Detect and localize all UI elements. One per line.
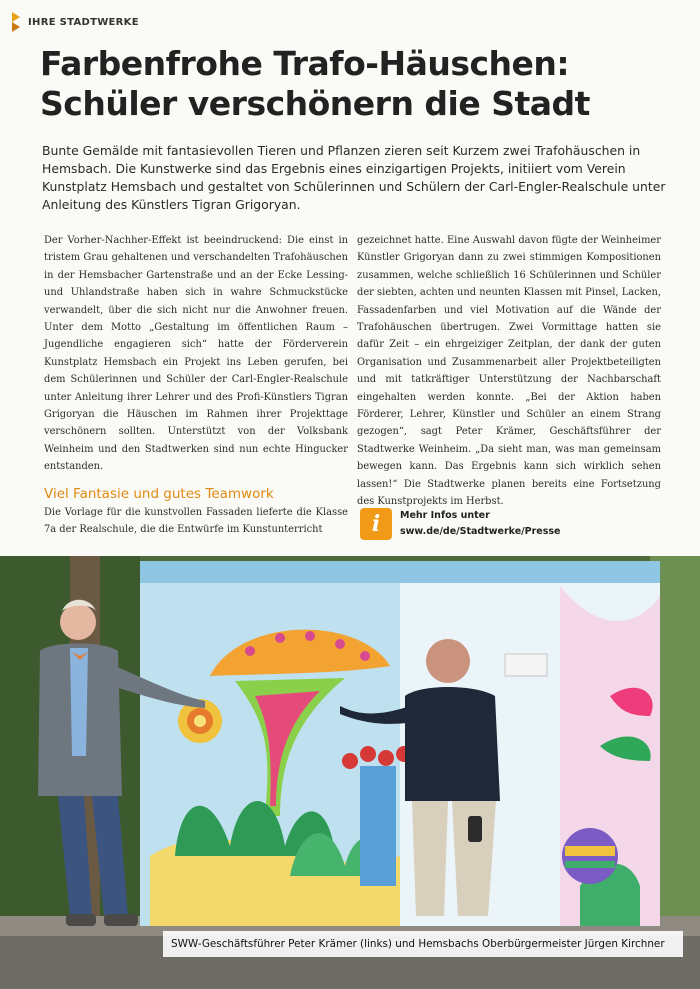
mushroom-dot (305, 631, 315, 641)
mushroom-dot (245, 646, 255, 656)
section-kicker (12, 12, 139, 32)
person-left-head (60, 604, 96, 640)
info-icon: i (360, 508, 392, 540)
person-right-leg (412, 801, 448, 916)
painted-stripe (565, 861, 615, 868)
person-left-shirt (70, 648, 88, 756)
body-column-left (44, 232, 348, 539)
person-left-shoe (104, 914, 138, 926)
painted-snail-center (194, 715, 206, 727)
article-headline (40, 44, 680, 124)
section-label: IHRE STADTWERKE (28, 16, 139, 28)
mushroom-dot (360, 651, 370, 661)
mushroom-dot (275, 633, 285, 643)
photo-illustration (0, 556, 700, 989)
body-column-right (357, 232, 661, 511)
trafo-roof (140, 561, 660, 583)
photo-caption: SWW-Geschäftsführer Peter Krämer (links) und Hemsbachs Oberbürgermeister Jürgen Kirchner (163, 931, 683, 957)
painted-blue-stalks (360, 766, 396, 886)
painted-berry (360, 746, 376, 762)
body-subhead: Viel Fantasie und gutes Teamwork (44, 485, 274, 502)
person-right-shirt (405, 687, 500, 801)
headline-line-2: Schüler verschönern die Stadt (40, 84, 590, 123)
painted-berry (342, 753, 358, 769)
article-lead: Bunte Gemälde mit fantasievollen Tieren und Pflanzen zieren seit Kurzem zwei Trafohäuschen in Hemsbach. Die Kunstwerke sind das Ergebnis eines einzigartigen Projekts, initiiert vom Verein Kunstplatz Hemsbach und gestaltet von Schülerinnen und Schülern der Carl-Engler-Realschule unter Anleitung des Künstlers Tigran Grigoryan. (42, 143, 666, 212)
body-paragraph: gezeichnet hatte. Eine Auswahl davon fügte der Weinheimer Künstler Grigoryan dann zu zwei stimmigen Kompositionen zusammen, welche schließlich 16 Schülerinnen und Schüler der siebten, achten und neunten Klassen mit Pinsel, Lacken, Fassadenfarben und viel Motivation auf die Wände der Trafohäuschen übertrugen. Zwei Vormittage hatten sie dafür Zeit – ein ehrgeiziger Zeitplan, der dank der guten Organisation und Zusammenarbeit aller Projektbeteiligten und mit tatkräftiger Unterstützung der Nachbarschaft eingehalten werden konnte. „Bei der Aktion haben Förderer, Lehrer, Künstler und Schüler an einem Strang gezogen“, sagt Peter Krämer, Geschäftsführer der Stadtwerke Weinheim. „Da sieht man, was man gemeinsam bewegen kann. Das Ergebnis kann sich wirklich sehen lassen!“ Die Stadtwerke planen bereits eine Fortsetzung des Kunstprojekts im Herbst. (357, 235, 661, 508)
info-box (360, 508, 561, 540)
body-paragraph: Die Vorlage für die kunstvollen Fassaden lieferte die Klasse 7a der Realschule, die die Entwürfe im Kunstunterricht (44, 506, 348, 536)
door-sign (505, 654, 547, 676)
info-text (400, 508, 561, 540)
info-line: Mehr Infos unter (400, 510, 490, 521)
headline-line-1: Farbenfrohe Trafo-Häuschen: (40, 44, 570, 83)
mushroom-dot (335, 639, 345, 649)
person-right-head (426, 639, 470, 683)
person-left-shoe (66, 914, 96, 926)
painted-berry (378, 750, 394, 766)
chevron-logo-icon (12, 12, 22, 32)
body-paragraph: Der Vorher-Nachher-Effekt ist beeindruckend: Die einst in tristem Grau gehaltenen und verschandelten Trafohäuschen in der Hemsbacher Gartenstraße und an der Ecke Lessing- und Uhlandstraße haben sich in wahre Schmuckstücke verwandelt, über die sich nicht nur die Anwohner freuen. Unter dem Motto „Gestaltung im öffentlichen Raum – Jugendliche engagieren sich“ hatte der Förderverein Kunstplatz Hemsbach ein Projekt ins Leben gerufen, bei dem Schülerinnen und Schüler der Carl-Engler-Realschule unter Anleitung ihrer Lehrer und des Profi-Künstlers Tigran Grigoryan die Häuschen im Rahmen ihrer Projekttage verschönern sollten. Unterstützt von der Volksbank Weinheim und den Stadtwerken sind nun echte Hingucker entstanden. (44, 235, 348, 473)
phone-in-hand (468, 816, 482, 842)
article-photo (0, 556, 700, 989)
painted-stripe (565, 846, 615, 856)
info-link[interactable]: sww.de/de/Stadtwerke/Presse (400, 526, 561, 537)
